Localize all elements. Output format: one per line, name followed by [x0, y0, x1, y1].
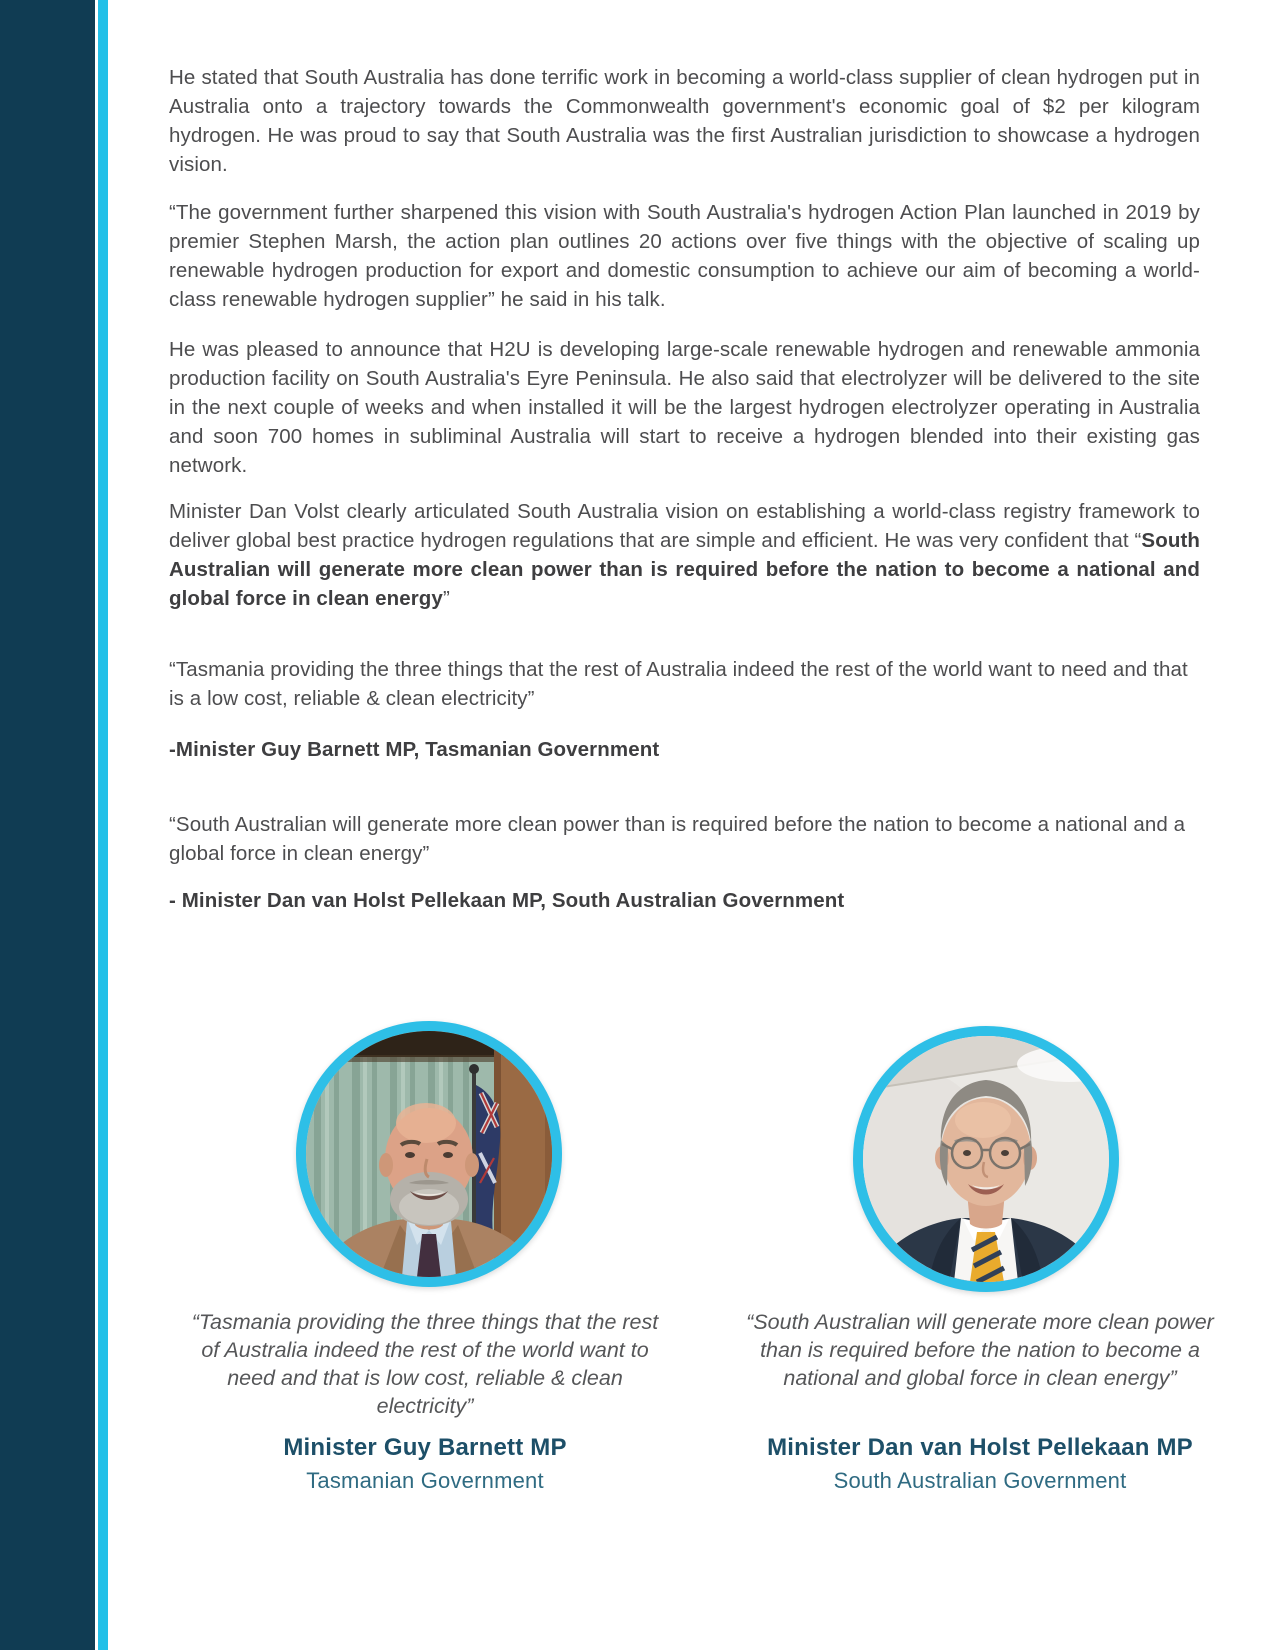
paragraph-intro: He stated that South Australia has done terrific work in becoming a world-class supplier of clean hydrogen put in Australia onto a trajectory towards the Commonwealth government's economic goal of $2 per kilogram hydrogen. He was proud to say that South Australia was the first Australian jurisdiction to showcase a hydrogen vision. — [169, 66, 1200, 176]
paragraph-action-plan: “The government further sharpened this vision with South Australia's hydrogen Action Plan launched in 2019 by premier Stephen Marsh, the action plan outlines 20 actions over five things with the objective of scaling up renewable hydrogen production for export and domestic consumption to achieve our aim of becoming a world-class renewable hydrogen supplier” he said in his talk. — [169, 201, 1200, 311]
quote-close-mark: ” — [442, 587, 450, 610]
caption-quote-text: “South Australian will generate more clean power than is required before the nation to become a national and global force in clean energy” — [746, 1310, 1214, 1390]
minister-name-guy-barnett: Minister Guy Barnett MP — [283, 1434, 567, 1461]
left-cyan-stripe — [98, 0, 108, 1650]
left-navy-bar — [0, 0, 95, 1650]
photo-guy-barnett — [296, 1021, 562, 1287]
paragraph-minister-vision — [169, 497, 1200, 613]
attribution-dan-pellekaan: - Minister Dan van Holst Pellekaan MP, South Australian Government — [169, 889, 845, 912]
pull-quote-tasmania: “Tasmania providing the three things that the rest of Australia indeed the rest of the world want to need and that is a low cost, reliable & clean electricity” — [169, 658, 1188, 710]
dan-pellekaan-portrait-illustration — [863, 1036, 1109, 1282]
caption-quote-guy-barnett — [160, 1308, 690, 1420]
quote-open-mark: “ — [1134, 529, 1142, 552]
caption-quote-dan-pellekaan — [715, 1308, 1245, 1392]
attribution-guy-barnett: -Minister Guy Barnett MP, Tasmanian Government — [169, 738, 660, 761]
caption-quote-text: “Tasmania providing the three things that the rest of Australia indeed the rest of the world want to need and that is low cost, reliable & clean electricity” — [191, 1310, 659, 1418]
government-label-south-australian: South Australian Government — [833, 1468, 1127, 1493]
pull-quote-south-australia: “South Australian will generate more clean power than is required before the nation to become a national and a global force in clean energy” — [169, 813, 1186, 865]
photo-dan-pellekaan — [853, 1026, 1119, 1292]
paragraph-regular-text: Minister Dan Volst clearly articulated South Australia vision on establishing a world-class registry framework to deliver global best practice hydrogen regulations that are simple and efficient. He was very confident that — [169, 500, 1200, 552]
bold-quote-text: South Australian will generate more clean power than is required before the nation to become a national and global force in clean energy — [169, 529, 1200, 610]
minister-name-dan-pellekaan: Minister Dan van Holst Pellekaan MP — [767, 1434, 1193, 1461]
guy-barnett-portrait-illustration — [306, 1031, 552, 1277]
government-label-tasmanian: Tasmanian Government — [306, 1468, 544, 1493]
paragraph-h2u: He was pleased to announce that H2U is developing large-scale renewable hydrogen and renewable ammonia production facility on South Australia's Eyre Peninsula. He also said that electrolyzer will be delivered to the site in the next couple of weeks and when installed it will be the largest hydrogen electrolyzer operating in Australia and soon 700 homes in subliminal Australia will start to receive a hydrogen blended into their existing gas network. — [169, 338, 1200, 477]
